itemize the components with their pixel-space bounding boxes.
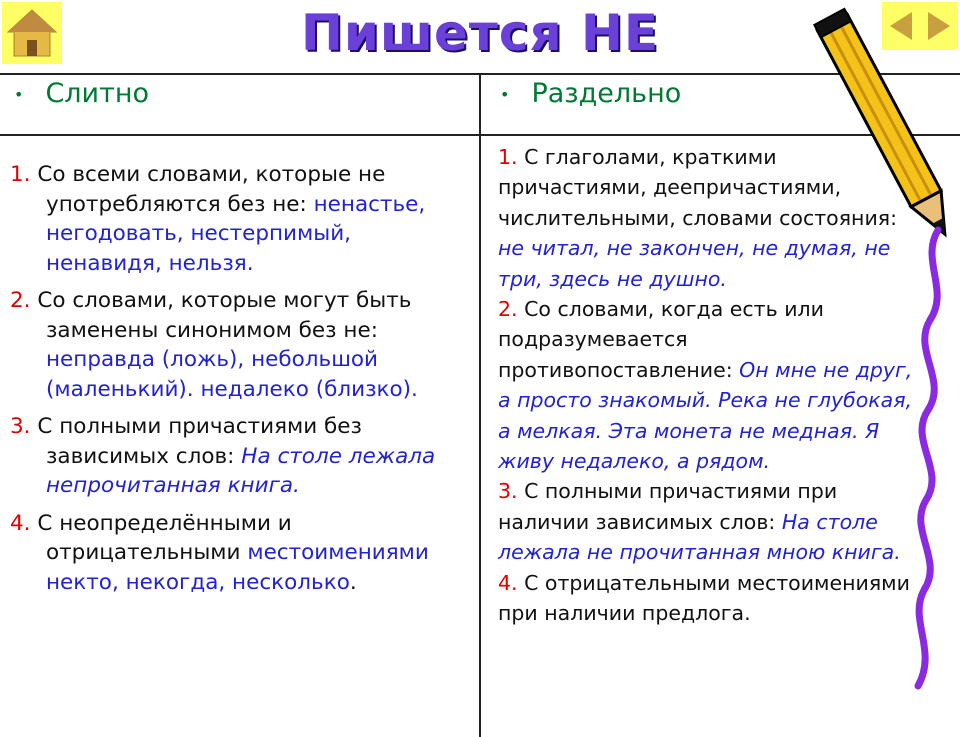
rule-example: неправда (ложь), небольшой (маленький). недалеко (близко). xyxy=(46,347,418,402)
rule-item xyxy=(10,412,470,501)
rule-example: На столе лежала не прочитанная мною книга. xyxy=(498,509,901,565)
rule-example: не читал, не закончен, не думая, не три, здесь не душно. xyxy=(498,236,891,291)
rule-text: С неопределёнными и отрицательными xyxy=(30,510,292,565)
rule-number: 3. xyxy=(10,414,31,439)
rule-number: 2. xyxy=(498,297,518,322)
heading-text-together: Слитно xyxy=(45,78,149,109)
column-heading-left xyxy=(14,78,149,109)
rule-item xyxy=(10,286,470,404)
rule-number: 4. xyxy=(10,510,31,536)
rule-text: Со всеми словами, которые не употребляются без не: xyxy=(30,162,386,217)
rule-tail: . xyxy=(349,569,357,595)
rule-text: С полными причастиями без зависимых слов: xyxy=(30,414,362,469)
rules-together-list xyxy=(10,160,470,605)
rule-text: С полными причастиями при наличии зависимых слов: xyxy=(498,479,838,534)
bullet: • xyxy=(14,85,24,104)
rule-example: ненастье, негодовать, нестерпимый, ненавидя, нельзя. xyxy=(46,191,426,276)
rule-text: Со словами, которые могут быть заменены синонимом без не: xyxy=(30,288,412,343)
rule-item xyxy=(10,509,470,598)
rule-text: Со словами, когда есть или подразумевается противопоставление: xyxy=(498,297,824,382)
rule-example: На столе лежала непрочитанная книга. xyxy=(46,443,436,498)
pencil-icon xyxy=(800,0,960,700)
rule-text: С глаголами, краткими причастиями, деепричастиями, числительными, словами состояния: xyxy=(498,145,898,230)
rule-number: 3. xyxy=(498,479,518,504)
rule-example: Он мне не друг, а просто знакомый. Река не глубокая, а мелкая. Эта монета не медная. Я живу недалеко, а рядом. xyxy=(498,357,913,474)
column-heading-right xyxy=(500,78,681,109)
rule-number: 1. xyxy=(10,162,31,187)
heading-text-separate: Раздельно xyxy=(531,78,682,109)
rule-text: С отрицательными местоимениями при наличии предлога. xyxy=(498,570,910,626)
bullet: • xyxy=(500,85,510,104)
page-title: Пишется НЕ xyxy=(300,4,660,62)
rule-number: 4. xyxy=(498,570,518,595)
rule-example: местоимениями некто, некогда, несколько xyxy=(46,540,429,595)
table-column-divider xyxy=(479,74,481,737)
rule-item xyxy=(10,160,470,278)
rule-number: 2. xyxy=(10,288,31,313)
rule-number: 1. xyxy=(498,145,518,169)
